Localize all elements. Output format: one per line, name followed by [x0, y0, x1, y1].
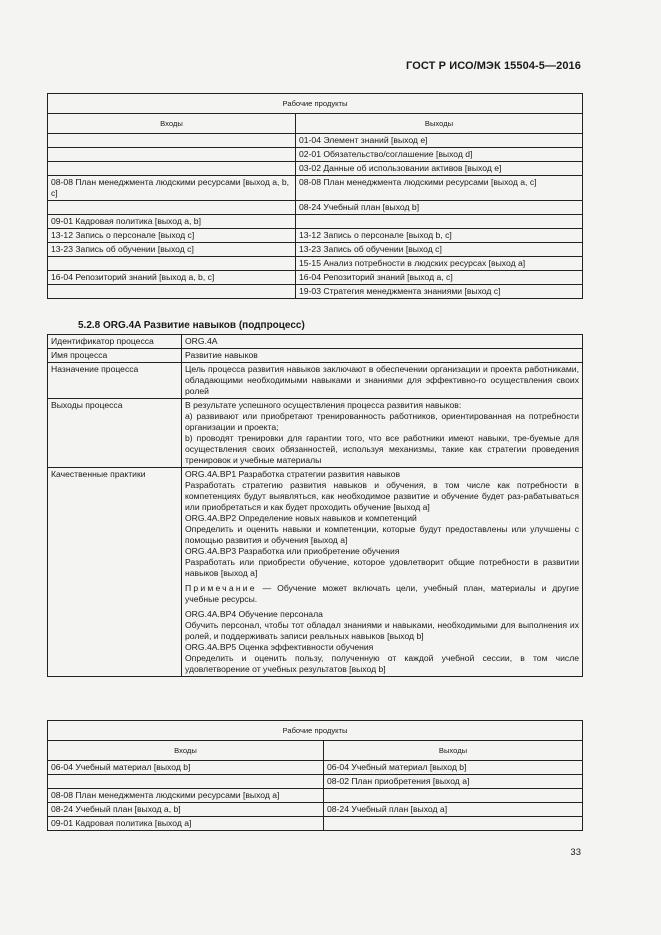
- table-cell-input: 09-01 Кадровая политика [выход a, b]: [48, 215, 296, 229]
- table-cell-output: [296, 215, 583, 229]
- bp3-title: ORG.4A.BP3 Разработка или приобретение обучения: [185, 546, 400, 556]
- section-title: 5.2.8 ORG.4A Развитие навыков (подпроцесс): [78, 320, 305, 331]
- table-cell-output: 19-03 Стратегия менеджмента знаниями [выход c]: [296, 285, 583, 299]
- table-cell-output: [324, 817, 583, 831]
- table-row: [48, 215, 583, 229]
- table-title: Рабочие продукты: [48, 94, 583, 114]
- table-row: [48, 134, 583, 148]
- table-cell-output: 03-02 Данные об использовании активов [выход e]: [296, 162, 583, 176]
- table-row: [48, 803, 583, 817]
- table-cell-input: 13-23 Запись об обучении [выход c]: [48, 243, 296, 257]
- note-text: — Обучение может включать цели, учебный план, материалы и другие учебные ресурсы.: [185, 583, 579, 604]
- table-row: [48, 271, 583, 285]
- table-row: [48, 148, 583, 162]
- practice-note: [185, 583, 579, 605]
- practices-label: Качественные практики: [48, 468, 182, 677]
- table-row: [48, 285, 583, 299]
- table-row: [48, 176, 583, 201]
- process-name-label: Имя процесса: [48, 349, 182, 363]
- table-row: [48, 257, 583, 271]
- table-cell-input: 16-04 Репозиторий знаний [выход a, b, c]: [48, 271, 296, 285]
- table-cell-input: [48, 285, 296, 299]
- table-row: [48, 335, 583, 349]
- table-cell-output: 13-23 Запись об обучении [выход c]: [296, 243, 583, 257]
- bp1-text: Разработать стратегию развития навыков и обучения, в том числе как потребности в компетенциях будут выявляться, как необходимое развитие и обучение будет раз-рабатываться или приобретаться и как будет проходить обучение [выход a]: [185, 480, 579, 512]
- bp3-text: Разработать или приобрести обучение, которое удовлетворит общие потребности в развитии навыков [выход a]: [185, 557, 579, 578]
- bp4-text: Обучить персонал, чтобы тот обладал знаниями и навыками, необходимыми для выполнения их ролей, и поддерживать записи реальных навыков [выход b]: [185, 620, 579, 641]
- table-cell-output: 08-02 План приобретения [выход a]: [324, 775, 583, 789]
- process-purpose-value: Цель процесса развития навыков заключают в обеспечении организации и проекта работниками, обладающими необходимыми навыками и знаниями для эффективно-го осуществления своих ролей: [182, 363, 583, 399]
- table-row: [48, 775, 583, 789]
- table-row: [48, 761, 583, 775]
- table-row: [48, 349, 583, 363]
- table-cell-output: [324, 789, 583, 803]
- column-header-outputs: Выходы: [296, 114, 583, 134]
- bp5-title: ORG.4A.BP5 Оценка эффективности обучения: [185, 642, 374, 652]
- table-cell-output: 08-24 Учебный план [выход b]: [296, 201, 583, 215]
- column-header-outputs: Выходы: [324, 741, 583, 761]
- bp1-title: ORG.4A.BP1 Разработка стратегии развития навыков: [185, 469, 401, 479]
- page-number: 33: [570, 847, 581, 858]
- table-row: [48, 363, 583, 399]
- table-cell-output: 16-04 Репозиторий знаний [выход a, c]: [296, 271, 583, 285]
- work-products-table-bottom: [47, 720, 583, 831]
- table-cell-output: 06-04 Учебный материал [выход b]: [324, 761, 583, 775]
- table-cell-input: [48, 775, 324, 789]
- process-outputs-value: [182, 399, 583, 468]
- table-cell-output: 15-15 Анализ потребности в людских ресурсах [выход a]: [296, 257, 583, 271]
- table-row: [48, 817, 583, 831]
- bp5-text: Определить и оценить пользу, полученную от каждой учебной сессии, в том числе удовлетворение от учебных результатов [выход b]: [185, 653, 579, 674]
- column-header-inputs: Входы: [48, 114, 296, 134]
- table-cell-input: [48, 134, 296, 148]
- table-row: [48, 399, 583, 468]
- process-outputs-label: Выходы процесса: [48, 399, 182, 468]
- outputs-item-b: b) проводят тренировки для гарантии того, что все работники имеют навыки, тре-буемые для осуществления своих обязанностей, используя механизмы, такие как стратегии проведения тренировок и учебные материалы: [185, 433, 579, 465]
- process-id-value: ORG.4A: [182, 335, 583, 349]
- table-row: [48, 243, 583, 257]
- bp2-text: Определить и оценить навыки и компетенции, которые будут предоставлены или улучшены с помощью развития и обучения [выход a]: [185, 524, 579, 545]
- table-cell-input: [48, 201, 296, 215]
- table-cell-output: 08-24 Учебный план [выход a]: [324, 803, 583, 817]
- table-row: [48, 789, 583, 803]
- standard-header: ГОСТ Р ИСО/МЭК 15504-5—2016: [406, 60, 581, 72]
- table-cell-output: 01-04 Элемент знаний [выход e]: [296, 134, 583, 148]
- table-row: [48, 468, 583, 677]
- table-cell-input: [48, 148, 296, 162]
- table-cell-input: 09-01 Кадровая политика [выход a]: [48, 817, 324, 831]
- table-cell-output: 02-01 Обязательство/соглашение [выход d]: [296, 148, 583, 162]
- practices-value: [182, 468, 583, 677]
- table-cell-input: [48, 257, 296, 271]
- outputs-intro: В результате успешного осуществления процесса развития навыков:: [185, 400, 462, 410]
- table-row: [48, 162, 583, 176]
- table-row: [48, 229, 583, 243]
- process-description-table: [47, 334, 583, 677]
- table-cell-input: 06-04 Учебный материал [выход b]: [48, 761, 324, 775]
- process-name-value: Развитие навыков: [182, 349, 583, 363]
- table-cell-output: 13-12 Запись о персонале [выход b, c]: [296, 229, 583, 243]
- table-cell-output: 08-08 План менеджмента людскими ресурсами [выход a, c]: [296, 176, 583, 201]
- table-cell-input: 08-24 Учебный план [выход a, b]: [48, 803, 324, 817]
- table-cell-input: 13-12 Запись о персонале [выход c]: [48, 229, 296, 243]
- bp2-title: ORG.4A.BP2 Определение новых навыков и компетенций: [185, 513, 417, 523]
- table-cell-input: 08-08 План менеджмента людскими ресурсами [выход a, b, c]: [48, 176, 296, 201]
- table-cell-input: 08-08 План менеджмента людскими ресурсами [выход a]: [48, 789, 324, 803]
- table-cell-input: [48, 162, 296, 176]
- work-products-table-top: [47, 93, 583, 299]
- table-row: [48, 201, 583, 215]
- process-id-label: Идентификатор процесса: [48, 335, 182, 349]
- process-purpose-label: Назначение процесса: [48, 363, 182, 399]
- table-title: Рабочие продукты: [48, 721, 583, 741]
- column-header-inputs: Входы: [48, 741, 324, 761]
- bp4-title: ORG.4A.BP4 Обучение персонала: [185, 609, 323, 619]
- note-word: Примечание: [185, 583, 257, 593]
- outputs-item-a: a) развивают или приобретают тренированность работников, ориентированная на потребности организации и проекта;: [185, 411, 579, 432]
